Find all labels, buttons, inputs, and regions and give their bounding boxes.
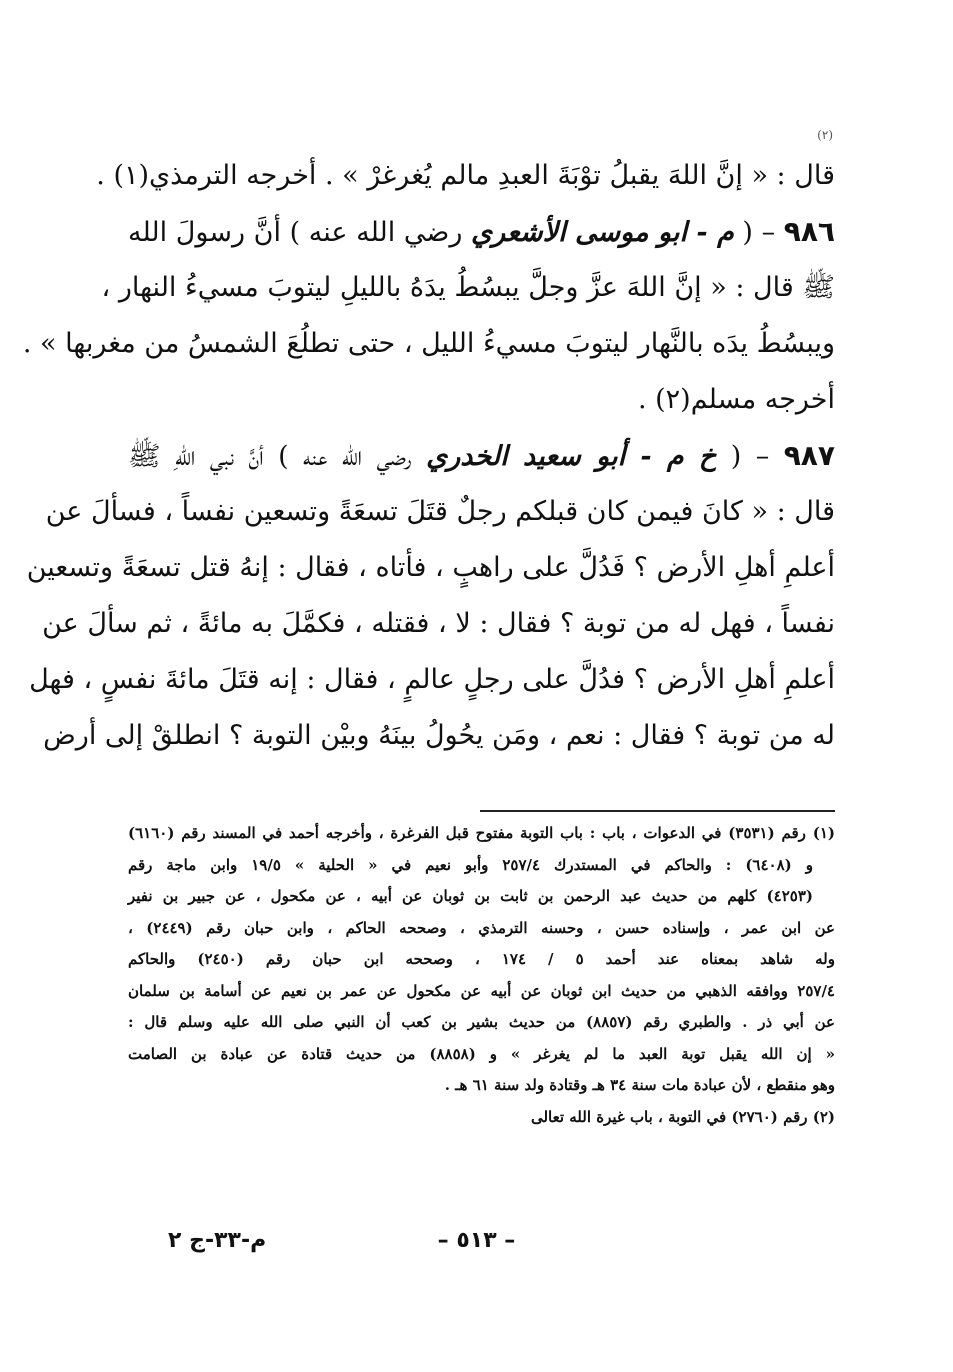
line-text: رضي الله عنه ) أنَّ رسولَ الله: [128, 217, 471, 248]
printer-signature: م-٣٣-ج ٢: [168, 1228, 267, 1253]
footnote-line: « إن الله يقبل توبة العبد ما لم يغرغر » و (٨٨٥٨) من حديث قتادة عن عبادة بن الصامت: [128, 1044, 835, 1063]
line-text: أعلمِ أهلِ الأرض ؟ فدُلَّ على رجلٍ عالمٍ ، فقال : إنه قتَلَ مائةَ نفسٍ ، فهل: [29, 664, 835, 695]
line-text: قال : « إنَّ اللهَ يقبلُ توْبَةَ العبدِ مالم يُغرغرْ » . أخرجه الترمذي(١) .: [96, 160, 835, 191]
line-text: رضي الله عنه ) أنَّ نبي اللهِ ﷺ: [128, 441, 427, 472]
text-line: [22, 316, 835, 372]
line-text: قال : « كانَ فيمن كان قبلكم رجلٌ قتَلَ تسعَةً وتسعين نفساً ، فسألَ عن: [45, 496, 835, 527]
text-line: [128, 372, 835, 428]
dash: – (: [733, 217, 784, 248]
footnote-line: وهو منقطع ، لأن عبادة مات سنة ٣٤ هـ وقتادة ولد سنة ٦١ هـ .: [444, 1076, 835, 1094]
line-text: نفساً ، فهل له من توبة ؟ فقال : لا ، فقتله ، فكمَّلَ به مائةً ، ثم سألَ عن: [42, 608, 835, 639]
text-line: [96, 148, 835, 204]
hadith-number: ٩٨٧: [783, 439, 835, 472]
footnote-line: (١) رقم (٣٥٣١) في الدعوات ، باب : باب التوبة مفتوح قبل الفرغرة ، وأخرجه أحمد في المسند رقم (٦١٦٠): [128, 824, 835, 842]
text-line: [45, 484, 835, 540]
narrator-name: م - ابو موسى الأشعري: [471, 217, 734, 248]
footnote-line: (٢) رقم (٢٧٦٠) في التوبة ، باب غيرة الله تعالى: [530, 1107, 835, 1126]
dash: – (: [716, 441, 784, 472]
footnote-line: (٤٢٥٣) كلهم من حديث عبد الرحمن بن ثابت بن ثوبان عن أبيه ، عن مكحول ، عن جبير بن نفير: [128, 887, 813, 905]
main-text: [22, 148, 836, 764]
text-line: [101, 260, 835, 316]
narrator-name: خ م - أبو سعيد الخدري: [426, 441, 717, 472]
text-line: [26, 540, 835, 596]
line-text: أخرجه مسلم(٢) .: [637, 384, 835, 415]
footnote-line: ٢٥٧/٤ ووافقه الذهبي من حديث ابن ثوبان عن أبيه عن مكحول عن عمر بن نعيم عن أسامة بن سلمان: [128, 981, 835, 1000]
line-text: ﷺ قال : « إنَّ اللهَ عزَّ وجلَّ يبسُطُ يدَهُ بالليلِ ليتوبَ مسيءُ النهار ،: [101, 272, 835, 303]
footnote-separator: [480, 810, 835, 812]
footnote-line: عن ابن عمر ، وإسناده حسن ، وحسنه الترمذي ، وصححه الحاكم ، وابن حبان رقم (٢٤٤٩) ،: [128, 918, 835, 937]
page-number: – ٥١٣ –: [437, 1228, 516, 1253]
hadith-number: ٩٨٦: [783, 215, 836, 248]
text-line: [42, 596, 835, 652]
footnotes: [128, 818, 835, 1133]
hadith-heading-line: [128, 204, 835, 260]
footnote-line: و (٦٤٠٨) : والحاكم في المستدرك ٢٥٧/٤ وأبو نعيم في « الحلية » ١٩/٥ وابن ماجة رقم: [128, 855, 813, 874]
corner-mark: (٢): [817, 128, 833, 142]
page-footer: [0, 1228, 953, 1264]
footnote-line: وله شاهد بمعناه عند أحمد ٥ / ١٧٤ ، وصححه ابن حبان رقم (٢٤٥٠) والحاكم: [128, 950, 835, 968]
text-line: [29, 652, 835, 708]
footnote-line: عن أبي ذر . والطبري رقم (٨٨٥٧) من حديث بشير بن كعب أن النبي صلى الله عليه وسلم قال :: [128, 1013, 836, 1031]
text-line: [43, 708, 835, 764]
line-text: ويبسُطُ يدَه بالنَّهار ليتوبَ مسيءُ الليل ، حتى تطلُعَ الشمسُ من مغربها » .: [22, 328, 835, 359]
hadith-heading-line: [128, 428, 835, 484]
line-text: أعلمِ أهلِ الأرض ؟ فَدُلَّ على راهبٍ ، فأتاه ، فقال : إنهُ قتل تسعَةً وتسعين: [26, 552, 835, 583]
line-text: له من توبة ؟ فقال : نعم ، ومَن يحُولُ بينَهُ وبيْن التوبة ؟ انطلقْ إلى أرض: [43, 720, 835, 751]
